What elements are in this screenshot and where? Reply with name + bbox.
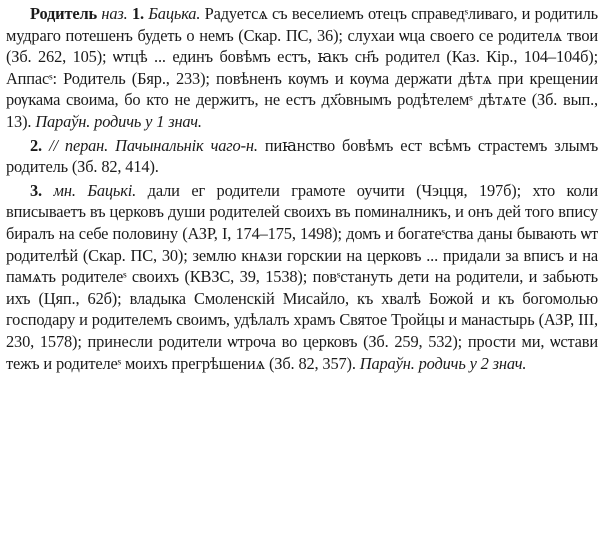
sense-1-quotations: Радуетсѧ съ веселиемъ отецъ справедˢливаго, и родитиль мудраго потешенъ будеть о немъ (Скар. ПС, 36); слухаи ѡца своего се родителѧ твои (Зб. 262, 105); ѡтцѣ ... единъ бовѣмъ естъ, ꙗкъ сн҃ъ родител (Каз. Кір., 104–104б); Аппасˢ: Родитель (Бяр., 233); повѣненъ кѹмъ и кѹма держати дѣтѧ при крещении рѹкама своима, бо кто не держитъ, не естъ дх҃овнымъ родѣтелемˢ дѣтѧте (Зб. вып., 13).	[6, 4, 598, 131]
sense-2-paragraph	[6, 135, 598, 178]
sense-1-paragraph	[6, 3, 598, 133]
sense-3-number: 3.	[30, 180, 42, 200]
sense-2-quotations: пиꙗнство бовѣмъ ест всѣмъ страстемъ злымъ родитель (Зб. 82, 414).	[6, 135, 599, 177]
headword: Родитель	[30, 4, 98, 23]
sense-1-gloss: Бацька.	[148, 4, 201, 23]
sense-1-number: 1.	[131, 4, 144, 23]
sense-2-gloss: // перан. Пачынальнік чаго-н.	[49, 135, 258, 155]
sense-2-number: 2.	[30, 135, 42, 155]
sense-3-compare-label: Параўн.	[359, 353, 415, 373]
sense-3-compare-text: родичь у 2 знач.	[418, 353, 527, 373]
sense-3-quotations: дали ег родители грамоте оучити (Чэцця, 197б); хто коли вписываетъ въ церковъ души родителей своихъ въ поминалникъ, и онъ дей того впису биралъ на себе половину (АЗР, I, 174–175, 1498); домъ и богатеˢства даны бывають ѡт родителѣй (Скар. ПС, 30); землю кнѧзи горскии на церковъ ... придали за вписъ и на памѧть родителеˢ своихъ (КВЗС, 39, 1538); повˢстануть дети на родители, и забьють ихъ (Цяп., 62б); владыка Смоленскій Мисайло, къ хвалѣ Божой и къ богомолью господару и родителемъ своимъ, удѣлалъ храмъ Святое Тройцы и манастырь (АЗР, III, 230, 1578); принесли родители ѡтроча во церковъ (Зб. 259, 532); прости ми, ѡстави тежъ и родителеˢ моихъ прегрѣшениѧ (Зб. 82, 357).	[6, 180, 599, 373]
sense-1-compare-label: Параўн.	[35, 111, 91, 131]
sense-1-compare-text: родичь у 1 знач.	[94, 111, 202, 131]
grammar-label: наз.	[101, 4, 128, 23]
sense-3-gloss: мн. Бацькі.	[53, 180, 137, 200]
sense-3-paragraph	[6, 180, 598, 374]
